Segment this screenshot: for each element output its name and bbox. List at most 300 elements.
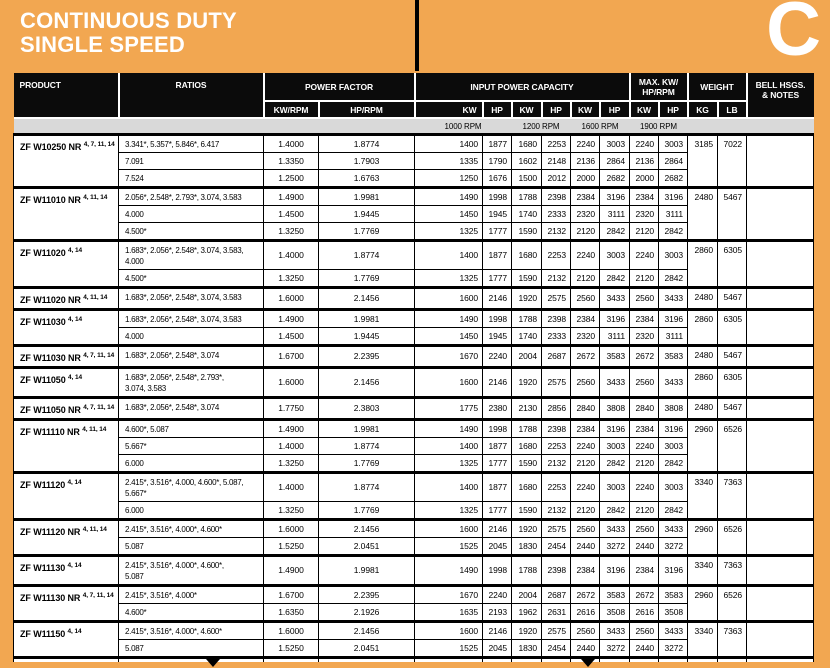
capacity-value-cell: 1670: [415, 586, 483, 604]
capacity-value-cell: 1775: [415, 398, 483, 420]
subheader-hp-max: HP: [659, 101, 688, 118]
capacity-value-cell: 3433: [659, 368, 688, 398]
subheader-kw-1600: KW: [571, 101, 600, 118]
capacity-value-cell: 2148: [542, 153, 571, 170]
weight-kg-cell: 2860: [688, 241, 718, 288]
capacity-value-cell: 2560: [571, 368, 600, 398]
capacity-value-cell: 2120: [630, 270, 659, 288]
power-factor-kw-cell: 1.5250: [264, 538, 319, 556]
capacity-value-cell: 2842: [600, 502, 630, 520]
capacity-value-cell: 2240: [483, 346, 512, 368]
weight-lb-cell: 5467: [718, 188, 747, 241]
capacity-value-cell: 2120: [571, 270, 600, 288]
table-row: [14, 420, 814, 438]
power-factor-kw-cell: 1.4900: [264, 310, 319, 328]
weight-lb-cell: 6305: [718, 310, 747, 346]
weight-lb-cell: 6526: [718, 520, 747, 556]
header-divider: [415, 0, 419, 71]
capacity-value-cell: 2840: [630, 398, 659, 420]
ratio-cell: 1.683*, 2.056*, 2.548*, 2.793*, 3.074, 3.583: [119, 368, 264, 398]
ratio-cell: 4.000: [119, 206, 264, 223]
capacity-value-cell: 2240: [483, 586, 512, 604]
weight-lb-cell: 7363: [718, 622, 747, 658]
capacity-value-cell: 2120: [571, 455, 600, 473]
capacity-value-cell: 3433: [600, 622, 630, 640]
weight-kg-cell: 2960: [688, 420, 718, 473]
subheader-hp-1600: HP: [600, 101, 630, 118]
capacity-value-cell: 1400: [415, 438, 483, 455]
capacity-value-cell: 2012: [542, 170, 571, 188]
capacity-value-cell: 2687: [542, 586, 571, 604]
capacity-value-cell: 1490: [415, 188, 483, 206]
weight-lb-cell: 7022: [718, 135, 747, 188]
capacity-value-cell: 1325: [415, 502, 483, 520]
power-factor-kw-cell: 1.4000: [264, 438, 319, 455]
capacity-value-cell: 2575: [542, 622, 571, 640]
power-factor-kw-cell: 1.6000: [264, 520, 319, 538]
power-factor-hp-cell: 1.7769: [319, 270, 415, 288]
capacity-value-cell: 3003: [659, 473, 688, 502]
product-name-cell: ZF W11030 NR $^{4, 7, 11, 14}$: [14, 346, 119, 368]
ratio-cell: 4.500*: [119, 223, 264, 241]
capacity-value-cell: 2000: [630, 170, 659, 188]
capacity-value-cell: 3583: [600, 586, 630, 604]
capacity-value-cell: 3003: [600, 241, 630, 270]
capacity-value-cell: 1920: [512, 622, 542, 640]
product-name-cell: ZF W11050 NR $^{4, 7, 11, 14}$: [14, 398, 119, 420]
capacity-value-cell: 1490: [415, 556, 483, 586]
power-factor-hp-cell: 2.1926: [319, 604, 415, 622]
capacity-value-cell: 3433: [659, 520, 688, 538]
capacity-value-cell: 1600: [415, 288, 483, 310]
capacity-value-cell: 2398: [542, 420, 571, 438]
capacity-value-cell: 1325: [415, 455, 483, 473]
capacity-value-cell: 2842: [600, 223, 630, 241]
ratio-cell: 5.087: [119, 640, 264, 658]
power-factor-hp-cell: 1.6763: [319, 170, 415, 188]
subheader-hp-rpm: HP/RPM: [319, 101, 415, 118]
capacity-value-cell: 3508: [659, 604, 688, 622]
power-factor-kw-cell: 1.4000: [264, 135, 319, 153]
capacity-value-cell: 2842: [659, 455, 688, 473]
ratio-cell: 2.415*, 3.516*, 4.000, 4.600*, 5.087, 5.667*: [119, 473, 264, 502]
power-factor-kw-cell: 1.6700: [264, 346, 319, 368]
power-factor-hp-cell: 1.9445: [319, 206, 415, 223]
weight-kg-cell: 3340: [688, 556, 718, 586]
subheader-kg: KG: [688, 101, 718, 118]
ratio-cell: 2.056*, 2.548*, 2.793*, 3.074, 3.583: [119, 188, 264, 206]
capacity-value-cell: 1335: [415, 153, 483, 170]
product-name-cell: ZF W11150 $^{4, 14}$: [14, 622, 119, 658]
capacity-value-cell: 2384: [630, 420, 659, 438]
header-row-1: [14, 73, 814, 101]
power-factor-hp-cell: 1.8774: [319, 135, 415, 153]
capacity-value-cell: 1920: [512, 288, 542, 310]
capacity-value-cell: 2682: [659, 170, 688, 188]
capacity-value-cell: 2682: [600, 170, 630, 188]
rpm-band-spacer-right: [688, 118, 814, 135]
capacity-value-cell: 2253: [542, 438, 571, 455]
weight-lb-cell: 7363: [718, 473, 747, 520]
capacity-value-cell: 2240: [571, 473, 600, 502]
clipped-cell: [630, 658, 659, 663]
capacity-value-cell: 1590: [512, 502, 542, 520]
capacity-value-cell: 2320: [571, 328, 600, 346]
clipped-cell: [512, 658, 542, 663]
capacity-value-cell: 2120: [630, 223, 659, 241]
capacity-value-cell: 2440: [630, 640, 659, 658]
capacity-value-cell: 1788: [512, 188, 542, 206]
col-header-max-kw-hp: [630, 73, 688, 101]
capacity-value-cell: 1920: [512, 368, 542, 398]
capacity-value-cell: 1525: [415, 538, 483, 556]
power-factor-kw-cell: 1.4900: [264, 556, 319, 586]
power-factor-kw-cell: 1.3350: [264, 153, 319, 170]
capacity-value-cell: 2575: [542, 520, 571, 538]
capacity-value-cell: 2842: [659, 502, 688, 520]
capacity-value-cell: 1680: [512, 241, 542, 270]
product-name-cell: ZF W11010 NR $^{4, 11, 14}$: [14, 188, 119, 241]
ratio-cell: 1.683*, 2.056*, 2.548*, 3.074, 3.583: [119, 310, 264, 328]
product-notes-superscript: 4, 11, 14: [82, 425, 107, 433]
power-factor-hp-cell: 1.9981: [319, 420, 415, 438]
capacity-value-cell: 2384: [571, 310, 600, 328]
ratio-cell: 5.667*: [119, 438, 264, 455]
capacity-value-cell: 1600: [415, 622, 483, 640]
ratio-cell: 2.415*, 3.516*, 4.000*: [119, 586, 264, 604]
capacity-value-cell: 3196: [659, 310, 688, 328]
product-notes-superscript: 4, 14: [67, 627, 82, 635]
capacity-value-cell: 1590: [512, 223, 542, 241]
capacity-value-cell: 3196: [600, 188, 630, 206]
capacity-value-cell: 2333: [542, 328, 571, 346]
capacity-value-cell: 2120: [630, 502, 659, 520]
capacity-value-cell: 2560: [630, 520, 659, 538]
capacity-value-cell: 1400: [415, 135, 483, 153]
power-factor-hp-cell: 2.3803: [319, 398, 415, 420]
power-factor-kw-cell: 1.5250: [264, 640, 319, 658]
bell-housing-cell: [747, 622, 814, 658]
weight-kg-cell: 2480: [688, 188, 718, 241]
rpm-band-1600: 1600 RPM: [571, 118, 630, 135]
product-name-cell: ZF W11110 NR $^{4, 11, 14}$: [14, 420, 119, 473]
capacity-value-cell: 3111: [600, 328, 630, 346]
capacity-value-cell: 2631: [542, 604, 571, 622]
ratio-cell: 1.683*, 2.056*, 2.548*, 3.074, 3.583, 4.000: [119, 241, 264, 270]
power-factor-hp-cell: 2.2395: [319, 586, 415, 604]
capacity-value-cell: 2132: [542, 270, 571, 288]
capacity-value-cell: 2253: [542, 135, 571, 153]
capacity-value-cell: 2454: [542, 640, 571, 658]
capacity-value-cell: 1590: [512, 455, 542, 473]
capacity-value-cell: 1998: [483, 310, 512, 328]
product-name-cell: ZF W11020 NR $^{4, 11, 14}$: [14, 288, 119, 310]
weight-lb-cell: 6526: [718, 420, 747, 473]
weight-lb-cell: 5467: [718, 398, 747, 420]
clipped-cell: [718, 658, 747, 663]
capacity-value-cell: 3196: [600, 310, 630, 328]
capacity-value-cell: 3433: [600, 368, 630, 398]
product-name-cell: ZF W11020 $^{4, 14}$: [14, 241, 119, 288]
ratio-cell: 2.415*, 3.516*, 4.000*, 4.600*: [119, 520, 264, 538]
power-factor-kw-cell: 1.3250: [264, 270, 319, 288]
product-notes-superscript: 4, 14: [68, 373, 82, 381]
col-header-product: PRODUCT: [14, 73, 119, 118]
capacity-value-cell: 1600: [415, 368, 483, 398]
capacity-value-cell: 2132: [542, 223, 571, 241]
product-notes-superscript: 4, 7, 11, 14: [82, 591, 114, 599]
weight-lb-cell: 6526: [718, 586, 747, 622]
power-factor-kw-cell: 1.6000: [264, 288, 319, 310]
capacity-value-cell: 2560: [630, 622, 659, 640]
product-name-cell: ZF W11050 $^{4, 14}$: [14, 368, 119, 398]
capacity-value-cell: 3003: [600, 135, 630, 153]
rpm-band-row: [14, 118, 814, 135]
ratio-cell: 2.415*, 3.516*, 4.000*, 4.600*, 5.087: [119, 556, 264, 586]
capacity-value-cell: 2560: [630, 288, 659, 310]
ratio-cell: 4.500*: [119, 270, 264, 288]
capacity-value-cell: 1400: [415, 473, 483, 502]
product-name-cell: ZF W11120 $^{4, 14}$: [14, 473, 119, 520]
capacity-value-cell: 2398: [542, 310, 571, 328]
rpm-band-spacer-left: [14, 118, 415, 135]
capacity-value-cell: 1998: [483, 556, 512, 586]
weight-kg-cell: 3185: [688, 135, 718, 188]
product-notes-superscript: 4, 14: [68, 315, 82, 323]
power-factor-hp-cell: 1.7769: [319, 223, 415, 241]
clipped-cell: [600, 658, 630, 663]
capacity-value-cell: 3808: [659, 398, 688, 420]
capacity-value-cell: 3583: [659, 586, 688, 604]
power-factor-kw-cell: 1.6700: [264, 586, 319, 604]
capacity-value-cell: 3808: [600, 398, 630, 420]
product-name-cell: ZF W11120 NR $^{4, 11, 14}$: [14, 520, 119, 556]
col-header-input-power: INPUT POWER CAPACITY: [415, 73, 630, 101]
capacity-value-cell: 1525: [415, 640, 483, 658]
capacity-value-cell: 2380: [483, 398, 512, 420]
capacity-value-cell: 3272: [659, 538, 688, 556]
power-factor-hp-cell: 2.1456: [319, 520, 415, 538]
product-name-cell: ZF W11130 $^{4, 14}$: [14, 556, 119, 586]
spec-table-body: [14, 135, 814, 663]
clipped-cell: [119, 658, 264, 663]
table-row: [14, 241, 814, 270]
clipped-cell: [14, 658, 119, 663]
table-row: [14, 188, 814, 206]
capacity-value-cell: 2000: [571, 170, 600, 188]
capacity-value-cell: 2842: [659, 223, 688, 241]
power-factor-hp-cell: 1.9445: [319, 328, 415, 346]
capacity-value-cell: 1400: [415, 241, 483, 270]
capacity-value-cell: 1788: [512, 310, 542, 328]
subheader-lb: LB: [718, 101, 747, 118]
subheader-kw-1000: KW: [415, 101, 483, 118]
bell-housing-cell: [747, 310, 814, 346]
capacity-value-cell: 2454: [542, 538, 571, 556]
capacity-value-cell: 1777: [483, 502, 512, 520]
clipped-cell: [264, 658, 319, 663]
capacity-value-cell: 2240: [571, 135, 600, 153]
capacity-value-cell: 2240: [571, 241, 600, 270]
power-factor-hp-cell: 1.8774: [319, 473, 415, 502]
clipped-cell: [542, 658, 571, 663]
power-factor-hp-cell: 2.1456: [319, 288, 415, 310]
subheader-kw-rpm: KW/RPM: [264, 101, 319, 118]
page-title-line1: CONTINUOUS DUTY: [20, 8, 237, 33]
capacity-value-cell: 3583: [659, 346, 688, 368]
power-factor-hp-cell: 1.8774: [319, 241, 415, 270]
capacity-value-cell: 1740: [512, 328, 542, 346]
weight-kg-cell: 2480: [688, 288, 718, 310]
spec-table: [13, 73, 814, 662]
power-factor-hp-cell: 1.7903: [319, 153, 415, 170]
capacity-value-cell: 1250: [415, 170, 483, 188]
ratio-cell: 1.683*, 2.056*, 2.548*, 3.074, 3.583: [119, 288, 264, 310]
capacity-value-cell: 3508: [600, 604, 630, 622]
weight-kg-cell: 2480: [688, 346, 718, 368]
capacity-value-cell: 3433: [600, 288, 630, 310]
product-name-cell: ZF W10250 NR $^{4, 7, 11, 14}$: [14, 135, 119, 188]
clipped-cell: [415, 658, 483, 663]
table-row: [14, 310, 814, 328]
capacity-value-cell: 1777: [483, 270, 512, 288]
capacity-value-cell: 2333: [542, 206, 571, 223]
power-factor-kw-cell: 1.7750: [264, 398, 319, 420]
product-name-cell: ZF W11030 $^{4, 14}$: [14, 310, 119, 346]
weight-lb-cell: 5467: [718, 346, 747, 368]
capacity-value-cell: 2616: [630, 604, 659, 622]
power-factor-hp-cell: 1.9981: [319, 188, 415, 206]
bell-housing-cell: [747, 398, 814, 420]
capacity-value-cell: 2320: [571, 206, 600, 223]
capacity-value-cell: 2856: [542, 398, 571, 420]
power-factor-kw-cell: 1.3250: [264, 223, 319, 241]
capacity-value-cell: 1877: [483, 473, 512, 502]
capacity-value-cell: 1790: [483, 153, 512, 170]
capacity-value-cell: 1680: [512, 135, 542, 153]
capacity-value-cell: 1490: [415, 310, 483, 328]
capacity-value-cell: 1788: [512, 420, 542, 438]
capacity-value-cell: 1788: [512, 556, 542, 586]
power-factor-kw-cell: 1.6350: [264, 604, 319, 622]
capacity-value-cell: 1490: [415, 420, 483, 438]
capacity-value-cell: 3196: [659, 188, 688, 206]
clipped-cell: [688, 658, 718, 663]
capacity-value-cell: 2132: [542, 502, 571, 520]
col-header-weight: WEIGHT: [688, 73, 747, 101]
product-notes-superscript: 4, 14: [67, 478, 82, 486]
power-factor-hp-cell: 1.9981: [319, 556, 415, 586]
capacity-value-cell: 2384: [630, 188, 659, 206]
section-letter: C: [766, 0, 821, 72]
ratio-cell: 6.000: [119, 455, 264, 473]
capacity-value-cell: 2672: [630, 346, 659, 368]
capacity-value-cell: 2842: [600, 270, 630, 288]
capacity-value-cell: 2384: [630, 556, 659, 586]
power-factor-kw-cell: 1.4900: [264, 420, 319, 438]
subheader-kw-max: KW: [630, 101, 659, 118]
capacity-value-cell: 1998: [483, 420, 512, 438]
capacity-value-cell: 1830: [512, 640, 542, 658]
bell-header-line2: & NOTES: [761, 90, 800, 100]
product-notes-superscript: 4, 7, 11, 14: [83, 351, 115, 359]
subheader-kw-1200: KW: [512, 101, 542, 118]
bell-housing-cell: [747, 420, 814, 473]
capacity-value-cell: 1590: [512, 270, 542, 288]
bell-housing-cell: [747, 346, 814, 368]
capacity-value-cell: 2842: [659, 270, 688, 288]
capacity-value-cell: 2136: [571, 153, 600, 170]
weight-lb-cell: 7363: [718, 556, 747, 586]
power-factor-hp-cell: 2.1456: [319, 368, 415, 398]
power-factor-hp-cell: 1.9981: [319, 310, 415, 328]
bell-housing-cell: [747, 473, 814, 520]
capacity-value-cell: 3111: [659, 328, 688, 346]
weight-kg-cell: 2960: [688, 586, 718, 622]
table-row: [14, 556, 814, 586]
capacity-value-cell: 2132: [542, 455, 571, 473]
clipped-next-row: [14, 658, 814, 663]
capacity-value-cell: 2240: [630, 473, 659, 502]
capacity-value-cell: 2560: [571, 622, 600, 640]
bell-housing-cell: [747, 188, 814, 241]
bell-housing-cell: [747, 368, 814, 398]
weight-kg-cell: 2860: [688, 310, 718, 346]
capacity-value-cell: 1325: [415, 223, 483, 241]
capacity-value-cell: 2120: [630, 455, 659, 473]
capacity-value-cell: 1777: [483, 223, 512, 241]
ratio-cell: 4.600*: [119, 604, 264, 622]
capacity-value-cell: 2240: [630, 135, 659, 153]
capacity-value-cell: 1676: [483, 170, 512, 188]
capacity-value-cell: 1325: [415, 270, 483, 288]
capacity-value-cell: 2240: [630, 438, 659, 455]
power-factor-hp-cell: 2.2395: [319, 346, 415, 368]
capacity-value-cell: 2672: [571, 346, 600, 368]
weight-kg-cell: 3340: [688, 622, 718, 658]
capacity-value-cell: 2004: [512, 346, 542, 368]
capacity-value-cell: 1450: [415, 328, 483, 346]
capacity-value-cell: 3272: [659, 640, 688, 658]
capacity-value-cell: 2130: [512, 398, 542, 420]
capacity-value-cell: 2672: [571, 586, 600, 604]
power-factor-hp-cell: 1.7769: [319, 455, 415, 473]
weight-lb-cell: 6305: [718, 368, 747, 398]
capacity-value-cell: 3111: [659, 206, 688, 223]
bell-housing-cell: [747, 135, 814, 188]
capacity-value-cell: 2842: [600, 455, 630, 473]
continuation-marker-icon: [581, 659, 595, 667]
table-row: [14, 398, 814, 420]
capacity-value-cell: 3272: [600, 640, 630, 658]
capacity-value-cell: 2253: [542, 473, 571, 502]
capacity-value-cell: 2146: [483, 368, 512, 398]
power-factor-hp-cell: 1.7769: [319, 502, 415, 520]
product-notes-superscript: 4, 7, 11, 14: [83, 403, 115, 411]
clipped-cell: [747, 658, 814, 663]
capacity-value-cell: 2193: [483, 604, 512, 622]
capacity-value-cell: 3196: [659, 420, 688, 438]
capacity-value-cell: 1877: [483, 438, 512, 455]
capacity-value-cell: 3003: [600, 438, 630, 455]
clipped-cell: [319, 658, 415, 663]
capacity-value-cell: 2253: [542, 241, 571, 270]
bell-header-line1: BELL HSGS.: [755, 80, 806, 90]
rpm-band-1900: 1900 RPM: [630, 118, 688, 135]
bell-housing-cell: [747, 556, 814, 586]
weight-kg-cell: 2480: [688, 398, 718, 420]
weight-kg-cell: 3340: [688, 473, 718, 520]
